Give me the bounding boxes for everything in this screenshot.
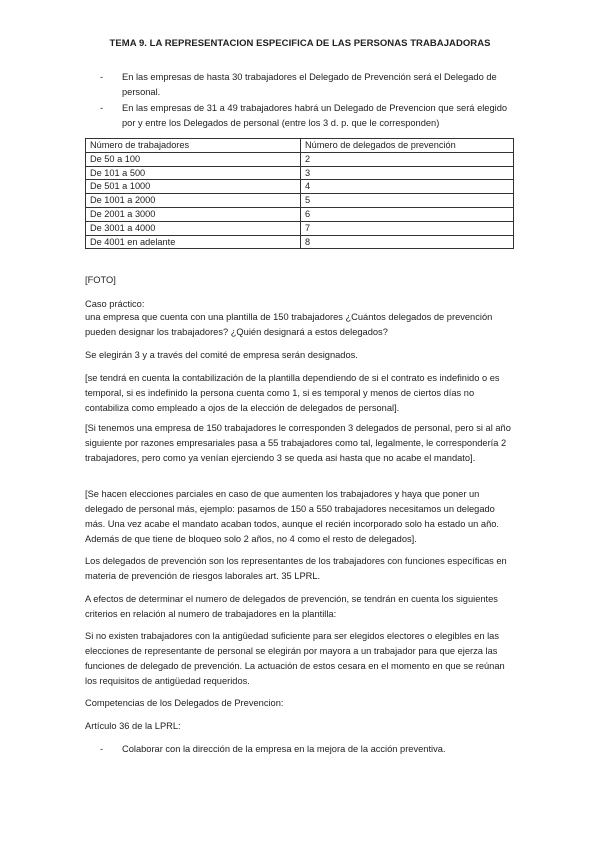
bullet-dash: - bbox=[100, 72, 104, 82]
case-answer: Se elegirán 3 y a través del comité de empresa serán designados. bbox=[85, 350, 358, 360]
delegates-table bbox=[85, 138, 514, 249]
table-cell: 3 bbox=[301, 166, 514, 180]
foto-placeholder: [FOTO] bbox=[85, 275, 116, 285]
note-paragraph: [Se hacen elecciones parciales en caso de que aumenten los trabajadores y haya que poner un delegado de personal más, ejemplo: pasamos de 150 a 550 trabajadores necesitamos un delegado más. Una vez acabe el mandato acaban todos, aunque el recién incorporado solo ha estado un año. Además de que tiene de bloqueo solo 2 años, no 4 como el resto de delegados]. bbox=[85, 489, 499, 544]
case-label: Caso práctico: bbox=[85, 299, 145, 309]
bullet-text: En las empresas de 31 a 49 trabajadores habrá un Delegado de Prevencion que será elegido por y entre los Delegados de personal (entre los 3 d. p. que le corresponden) bbox=[122, 103, 508, 128]
table-row bbox=[86, 194, 514, 208]
table-cell: De 3001 a 4000 bbox=[86, 221, 301, 235]
section-heading: Competencias de los Delegados de Prevencion: bbox=[85, 698, 284, 708]
table-cell: De 2001 a 3000 bbox=[86, 207, 301, 221]
bullet-dash: - bbox=[100, 103, 104, 113]
bullet-text: En las empresas de hasta 30 trabajadores el Delegado de Prevención será el Delegado de personal. bbox=[122, 72, 497, 97]
table-cell: 2 bbox=[301, 152, 514, 166]
table-cell: De 1001 a 2000 bbox=[86, 194, 301, 208]
table-cell: 6 bbox=[301, 207, 514, 221]
table-row bbox=[86, 221, 514, 235]
body-paragraph: A efectos de determinar el numero de delegados de prevención, se tendrán en cuenta los siguientes criterios en relación al numero de trabajadores en la plantilla: bbox=[85, 594, 498, 619]
table-row bbox=[86, 235, 514, 249]
note-paragraph: [se tendrá en cuenta la contabilización de la plantilla dependiendo de si el contrato es indefinido o es temporal, si es indefinido la persona cuenta como 1, si es temporal y menos de ciertos días no contabiliza como empleado a ojos de la elección de delegados de personal]. bbox=[85, 373, 500, 413]
table-cell: De 501 a 1000 bbox=[86, 180, 301, 194]
table-row bbox=[86, 207, 514, 221]
document-title: TEMA 9. LA REPRESENTACION ESPECIFICA DE LAS PERSONAS TRABAJADORAS bbox=[109, 38, 491, 49]
body-paragraph: Si no existen trabajadores con la antigüedad suficiente para ser elegidos electores o elegibles en las elecciones de representante de personal se elegirán por mayora a un trabajador para que ejerza las funciones de delegado de prevención. La actuación de estos cesara en el momento en que se reúnan los requisitos de antigüedad requeridos. bbox=[85, 631, 505, 686]
case-question: una empresa que cuenta con una plantilla de 150 trabajadores ¿Cuántos delegados de prevención pueden designar los trabajadores? ¿Quién designará a estos delegados? bbox=[85, 312, 493, 337]
bullet-dash: - bbox=[100, 744, 104, 754]
table-cell: 8 bbox=[301, 235, 514, 249]
table-cell: De 4001 en adelante bbox=[86, 235, 301, 249]
article-reference: Artículo 36 de la LPRL: bbox=[85, 721, 181, 731]
table-header-row bbox=[86, 139, 514, 153]
table-cell: 5 bbox=[301, 194, 514, 208]
table-row bbox=[86, 166, 514, 180]
table-cell: 7 bbox=[301, 221, 514, 235]
table-cell: De 101 a 500 bbox=[86, 166, 301, 180]
table-cell: De 50 a 100 bbox=[86, 152, 301, 166]
bullet-text: Colaborar con la dirección de la empresa en la mejora de la acción preventiva. bbox=[122, 744, 446, 754]
table-cell: 4 bbox=[301, 180, 514, 194]
body-paragraph: Los delegados de prevención son los representantes de los trabajadores con funciones específicas en materia de prevención de riesgos laborales art. 35 LPRL. bbox=[85, 556, 507, 581]
table-header-cell: Número de delegados de prevención bbox=[301, 139, 514, 153]
note-paragraph: [Si tenemos una empresa de 150 trabajadores le corresponden 3 delegados de personal, pero si al año siguiente por razones empresariales pasa a 55 trabajadores como tal, legalmente, le correspondería 2 trabajadores, pero como ya venían ejerciendo 3 se queda asi hasta que no acabe el mandato]. bbox=[85, 423, 511, 463]
table-row bbox=[86, 152, 514, 166]
table-header-cell: Número de trabajadores bbox=[86, 139, 301, 153]
table-row bbox=[86, 180, 514, 194]
